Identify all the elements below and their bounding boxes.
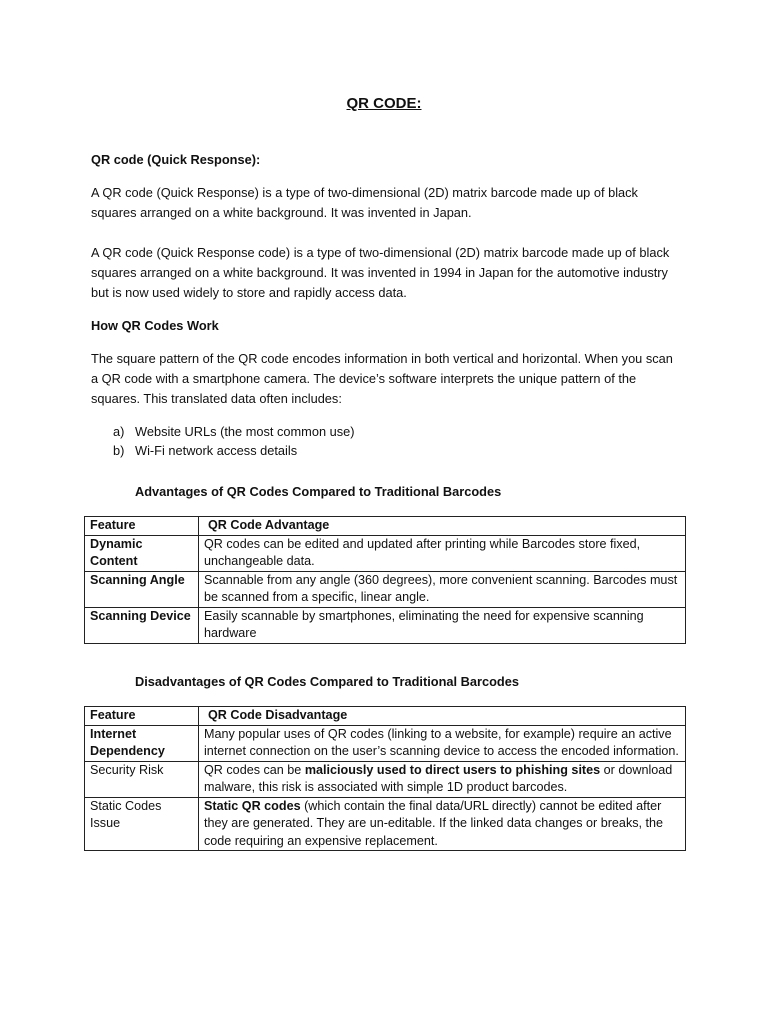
disadvantages-caption: Disadvantages of QR Codes Compared to Traditional Barcodes: [135, 674, 519, 689]
feature-cell: Static Codes Issue: [85, 797, 199, 851]
value-cell: Scannable from any angle (360 degrees), more convenient scanning. Barcodes must be scanned from a specific, linear angle.: [199, 571, 686, 607]
table-row: [85, 535, 686, 571]
value-cell: Many popular uses of QR codes (linking to a website, for example) require an active internet connection on the user’s scanning device to access the encoded information.: [199, 725, 686, 761]
page-title: QR CODE:: [346, 95, 422, 112]
paragraph-1: A QR code (Quick Response) is a type of two-dimensional (2D) matrix barcode made up of black squares arranged on a white background. It was invented in Japan.: [91, 185, 638, 220]
value-text: QR codes can be: [204, 762, 305, 777]
feature-cell: Dynamic Content: [85, 535, 199, 571]
table-header-cell: QR Code Disadvantage: [199, 707, 686, 726]
value-cell: QR codes can be edited and updated after printing while Barcodes store fixed, unchangeable data.: [199, 535, 686, 571]
table-header-cell: QR Code Advantage: [199, 517, 686, 536]
feature-cell: Internet Dependency: [85, 725, 199, 761]
list-marker: a): [113, 424, 125, 439]
value-cell: [199, 761, 686, 797]
table-header-cell: Feature: [85, 517, 199, 536]
table-header-row: [85, 517, 686, 536]
how-heading: How QR Codes Work: [91, 318, 219, 333]
feature-cell: Scanning Device: [85, 607, 199, 643]
table-header-cell: Feature: [85, 707, 199, 726]
table-row: [85, 761, 686, 797]
value-bold-text: maliciously used to direct users to phishing sites: [304, 762, 601, 777]
table-row: [85, 725, 686, 761]
value-text: or download malware, this risk is associated with simple 1D product barcodes.: [204, 762, 673, 794]
advantages-table: [84, 516, 686, 644]
table-row: [85, 797, 686, 851]
table-header-row: [85, 707, 686, 726]
feature-cell: Security Risk: [85, 761, 199, 797]
value-cell: [199, 797, 686, 851]
section-subtitle: QR code (Quick Response):: [91, 152, 261, 167]
list-item: [113, 441, 297, 461]
table-row: [85, 607, 686, 643]
value-cell: Easily scannable by smartphones, eliminating the need for expensive scanning hardware: [199, 607, 686, 643]
list-item-text: Wi-Fi network access details: [135, 443, 298, 458]
paragraph-2: A QR code (Quick Response code) is a type of two-dimensional (2D) matrix barcode made up of black squares arranged on a white background. It was invented in 1994 in Japan for the automotive industry but is now used widely to store and rapidly access data.: [91, 245, 670, 300]
table-row: [85, 571, 686, 607]
value-text: (which contain the final data/URL directly) cannot be edited after they are generated. They are un-editable. If the linked data changes or breaks, the code requiring an expensive replacement.: [204, 798, 664, 848]
feature-cell: Scanning Angle: [85, 571, 199, 607]
disadvantages-table: [84, 706, 686, 851]
paragraph-3: The square pattern of the QR code encodes information in both vertical and horizontal. When you scan a QR code with a smartphone camera. The device’s software interprets the unique pattern of the squares. This translated data often includes:: [91, 351, 673, 406]
list-marker: b): [113, 443, 125, 458]
list-item: [113, 422, 355, 442]
value-bold-text: Static QR codes: [204, 798, 301, 813]
list-item-text: Website URLs (the most common use): [135, 424, 355, 439]
advantages-caption: Advantages of QR Codes Compared to Traditional Barcodes: [135, 484, 502, 499]
